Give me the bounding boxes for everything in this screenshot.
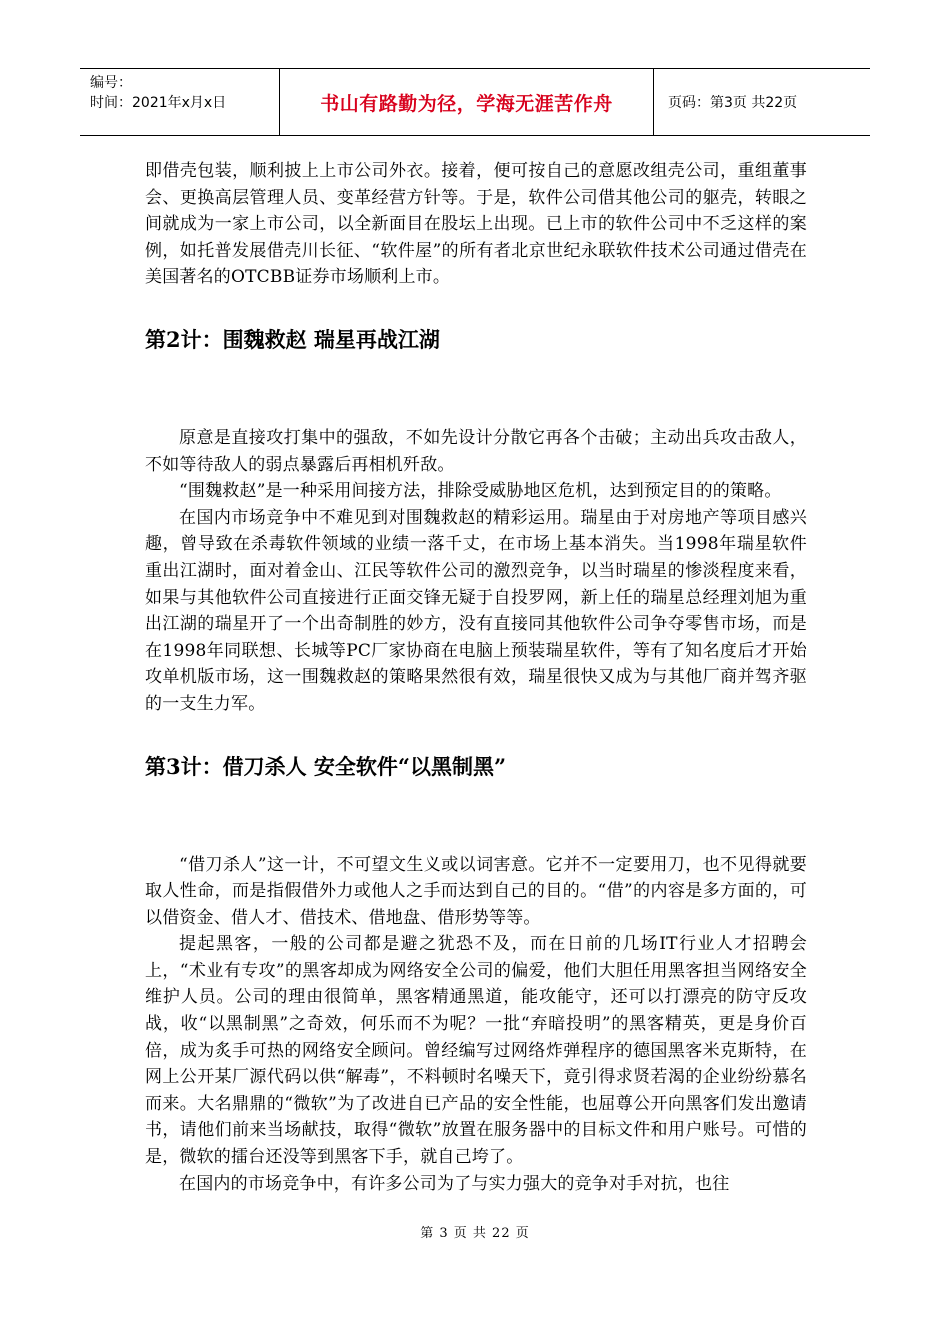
- header-motto: 书山有路勤为径，学海无涯苦作舟: [320, 92, 613, 115]
- section-2-paragraph-3: 在国内市场竞争中不难见到对围魏救赵的精彩运用。瑞星由于对房地产等项目感兴趣，曾导致在杀毒软件领域的业绩一落千丈，在市场上基本消失。当1998年瑞星软件重出江湖时，面对着金山、江民等软件公司的激烈竞争，以当时瑞星的惨淡程度来看，如果与其他软件公司直接进行正面交锋无疑于自投罗网，新上任的瑞星总经理刘旭为重出江湖的瑞星开了一个出奇制胜的妙方，没有直接同其他软件公司争夺零售市场，而是在1998年同联想、长城等PC厂家协商在电脑上预装瑞星软件，等有了知名度后才开始攻单机版市场，这一围魏救赵的策略果然很有效，瑞星很快又成为与其他厂商并驾齐驱的一支生力军。: [145, 507, 807, 714]
- section-2-paragraph-2: “围魏救赵”是一种采用间接方法，排除受威胁地区危机，达到预定目的的策略。: [179, 481, 782, 502]
- section-3-spacer: [145, 782, 807, 852]
- section-3-paragraph-1: “借刀杀人”这一计，不可望文生义或以词害意。它并不一定要用刀，也不见得就要取人性命，而是指假借外力或他人之手而达到自己的目的。“借”的内容是多方面的，可以借资金、借人才、借技术、借地盘、借形势等等。: [145, 854, 807, 928]
- header-page-info: 页码：第3页 共22页: [668, 95, 798, 111]
- header-meta-cell: [80, 69, 280, 135]
- page-header: [80, 68, 870, 136]
- section-2-title: 第2计：围魏救赵 瑞星再战江湖: [145, 326, 440, 352]
- page-footer: 第 3 页 共 22 页: [420, 1226, 530, 1241]
- intro-paragraph: 即借壳包装，顺利披上上市公司外衣。接着，便可按自己的意愿改组壳公司，重组董事会、更换高层管理人员、变革经营方针等。于是，软件公司借其他公司的躯壳，转眼之间就成为一家上市公司，以全新面目在股坛上出现。已上市的软件公司中不乏这样的案例，如托普发展借壳川长征、“软件屋”的所有者北京世纪永联软件技术公司通过借壳在美国著名的OTCBB证券市场顺利上市。: [145, 161, 807, 288]
- section-3-paragraph-2: 提起黑客，一般的公司都是避之犹恐不及，而在日前的几场IT行业人才招聘会上，“术业有专攻”的黑客却成为网络安全公司的偏爱，他们大胆任用黑客担当网络安全维护人员。公司的理由很简单，黑客精通黑道，能攻能守，还可以打漂亮的防守反攻战，收“以黑制黑”之奇效，何乐而不为呢？一批“弃暗投明”的黑客精英，更是身价百倍，成为炙手可热的网络安全顾问。曾经编写过网络炸弹程序的德国黑客米克斯特，在网上公开某厂源代码以供“解毒”，不料顿时名噪天下，竟引得求贤若渴的企业纷纷慕名而来。大名鼎鼎的“微软”为了改进自已产品的安全性能，也屈尊公开向黑客们发出邀请书，请他们前来当场献技，取得“微软”放置在服务器中的目标文件和用户账号。可惜的是，微软的擂台还没等到黑客下手，就自己垮了。: [145, 934, 807, 1168]
- section-3-title: 第3计：借刀杀人 安全软件“以黑制黑”: [145, 753, 507, 779]
- section-2-paragraph-1: 原意是直接攻打集中的强敌，不如先设计分散它再各个击破；主动出兵攻击敌人，不如等待敌人的弱点暴露后再相机歼敌。: [145, 427, 807, 475]
- section-2-spacer: [145, 355, 807, 425]
- serial-label: 编号：: [90, 75, 132, 91]
- header-motto-cell: [280, 69, 654, 135]
- section-3-paragraph-3: 在国内的市场竞争中，有许多公司为了与实力强大的竞争对手对抗，也往: [179, 1173, 730, 1194]
- time-label: 时间：2021年x月x日: [90, 95, 227, 111]
- document-body: [145, 158, 807, 1197]
- header-page-cell: [654, 69, 870, 135]
